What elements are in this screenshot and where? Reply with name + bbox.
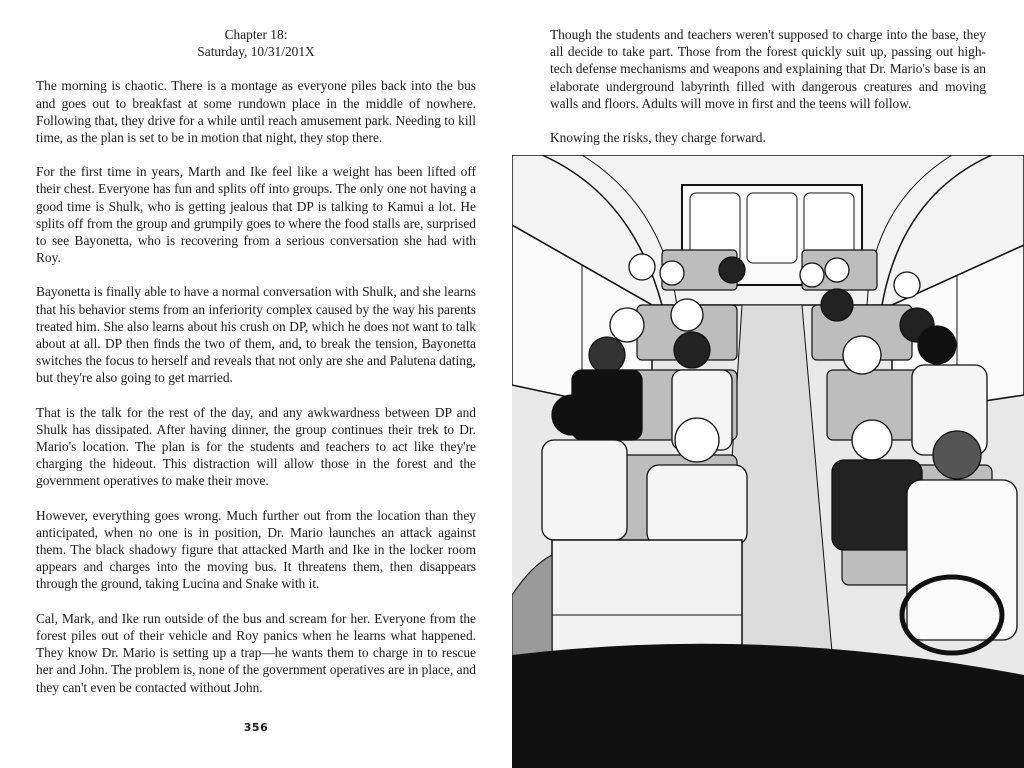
paragraph: Knowing the risks, they charge forward.	[550, 130, 766, 146]
page-number: 356	[243, 721, 269, 734]
bus-scene-drawing	[512, 155, 1024, 768]
bus-interior-illustration	[512, 155, 1024, 768]
paragraph: Bayonetta is finally able to have a normal conversation with Shulk, and she learns that his behavior stems from an inferiority complex caused by the way his parents treated him. She also learns about his crush on DP, which he does not want to talk about at all. DP then finds the two of them, and, to break the tension, Bayonetta switches the focus to herself and reveals that not only are she and Palutena dating, but they're also going to get married.	[36, 284, 476, 386]
paragraph: Cal, Mark, and Ike run outside of the bus and scream for her. Everyone from the forest piles out of their vehicle and Roy panics when he learns what happened. They know Dr. Mario is setting up a trap—he wants them to charge in to rescue her and John. The problem is, none of the government operatives are in place, and they can't even be contacted without John.	[36, 610, 476, 695]
chapter-heading	[36, 26, 476, 60]
paragraph: The morning is chaotic. There is a montage as everyone piles back into the bus and goes out to breakfast at some rundown place in the middle of nowhere. Following that, they drive for a while until reach amusement park. Needing to kill time, as the plan is set to be in motion that night, they stop there.	[36, 78, 476, 146]
chapter-title: Chapter 18:	[224, 27, 288, 42]
chapter-date: Saturday, 10/31/201X	[197, 44, 315, 60]
paragraph: That is the talk for the rest of the day, and any awkwardness between DP and Shulk has dissipated. After having dinner, the group continues their trek to Dr. Mario's location. The plan is for the students and teachers to act like they're charging the hideout. This distraction will allow those in the forest and the government operatives to make their move.	[36, 404, 476, 489]
right-page	[512, 0, 1024, 768]
paragraph: For the first time in years, Marth and Ike feel like a weight has been lifted off their chest. Everyone has fun and splits off into groups. The only one not having a good time is Shulk, who is getting jealous that DP is talking to Kamui a lot. He splits off from the group and grumpily goes to where the food stalls are, surprised to see Bayonetta, who is recovering from a serious conversation she had with Roy.	[36, 164, 476, 266]
paragraph: Though the students and teachers weren't supposed to charge into the base, they all decide to take part. Those from the forest quickly suit up, passing out high-tech defense mechanisms and weapons and explaining that Dr. Mario's base is an elaborate underground labyrinth filled with dangerous creatures and moving walls and floors. Adults will move in first and the teens will follow.	[550, 27, 986, 111]
left-text-column	[36, 26, 476, 713]
right-text-column	[550, 26, 986, 163]
paragraph: However, everything goes wrong. Much further out from the location than they anticipated, when no one is in position, Dr. Mario launches an attack against them. The black shadowy figure that attacked Marth and Ike in the locker room appears and charges into the moving bus. It threatens them, then disappears through the ground, taking Lucina and Snake with it.	[36, 507, 476, 592]
